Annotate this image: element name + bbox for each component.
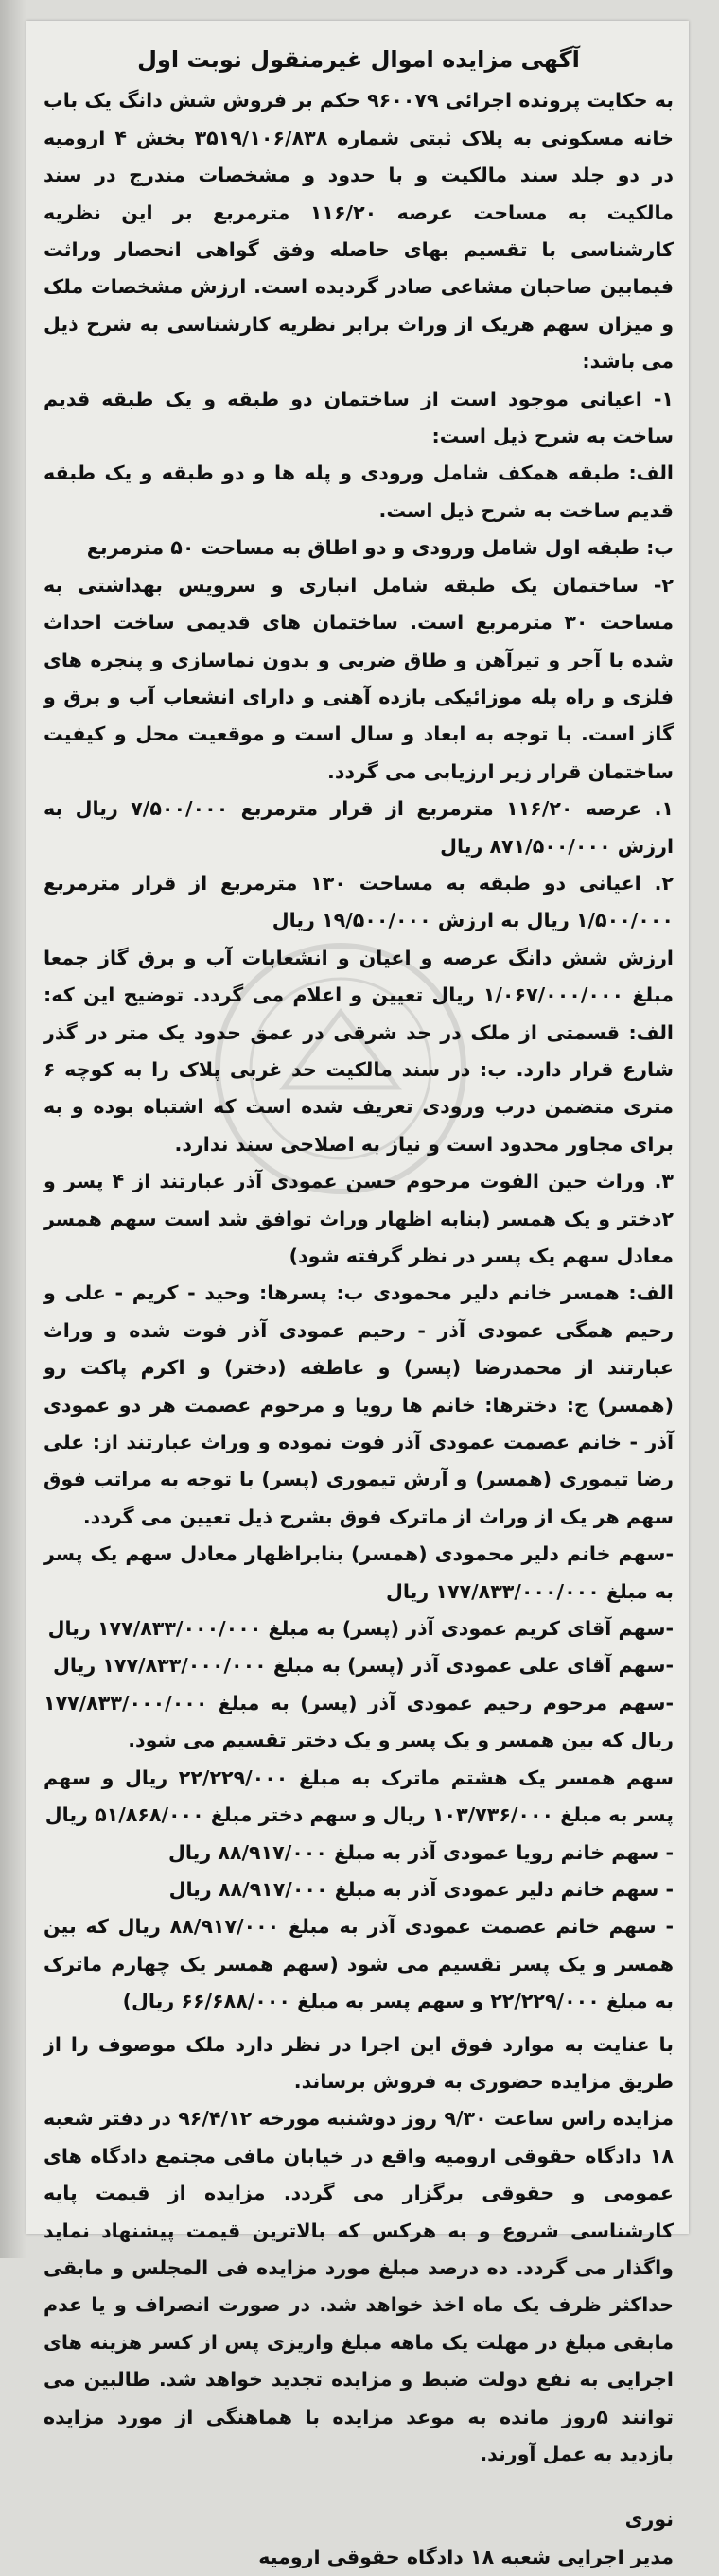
- share-rahim: -سهم مرحوم رحیم عمودی آذر (پسر) به مبلغ ۱۷۷/۸۳۳/۰۰۰/۰۰۰ ریال که بین همسر و یک پسر و یک دختر تقسیم می شود.: [44, 1691, 674, 1752]
- signature-name: نوری: [624, 2508, 674, 2532]
- paragraph-building-value: ۲. اعیانی دو طبقه به مساحت ۱۳۰ مترمربع از قرار مترمربع ۱/۵۰۰/۰۰۰ ریال به ارزش ۱۹/۵۰۰/۰۰۰ ریال: [44, 871, 674, 932]
- share-esmat: - سهم خانم عصمت عمودی آذر به مبلغ ۸۸/۹۱۷/۰۰۰ ریال که بین همسر و یک پسر تقسیم می شود (سهم همسر یک چهارم ماترک به مبلغ ۲۲/۲۲۹/۰۰۰ و سهم پسر به مبلغ ۶۶/۶۸۸/۰۰۰ ریال): [44, 1915, 674, 2013]
- paragraph-intro: به حکایت پرونده اجرائی ۹۶۰۰۷۹ حکم بر فروش شش دانگ یک باب خانه مسکونی به پلاک ثبتی شماره ۳۵۱۹/۱۰۶/۸۳۸ بخش ۴ ارومیه در دو جلد سند مالکیت و با حدود و مشخصات مندرج در سند مالکیت به مساحت عرصه ۱۱۶/۲۰ مترمربع بر این نظریه کارشناسی با تقسیم بهای حاصله وفق گواهی انحصار وراثت فیمابین صاحبان مشاعی صادر گردیده است. ارزش مشخصات ملک و میزان سهم هریک از وراث برابر نظریه کارشناسی به شرح ذیل می باشد:: [44, 89, 675, 374]
- share-dalir: - سهم خانم دلیر عمودی آذر به مبلغ ۸۸/۹۱۷/۰۰۰ ریال: [168, 1877, 674, 1901]
- paragraph-item-1: ۱- اعیانی موجود است از ساختمان دو طبقه و یک طبقه قدیم ساخت به شرح ذیل است:: [44, 387, 674, 448]
- share-spouse: -سهم خانم دلیر محمودی (همسر) بنابراظهار معادل سهم یک پسر به مبلغ ۱۷۷/۸۳۳/۰۰۰/۰۰۰ ریال: [44, 1542, 674, 1603]
- notice-body: [44, 42, 674, 2576]
- share-rahim-heirs: سهم همسر یک هشتم ماترک به مبلغ ۲۲/۲۲۹/۰۰۰ ریال و سهم پسر به مبلغ ۱۰۳/۷۳۶/۰۰۰ ریال و سهم دختر مبلغ ۵۱/۸۶۸/۰۰۰ ریال: [44, 1766, 674, 1827]
- signature-block: [44, 2501, 674, 2576]
- paragraph-auction-intent: با عنایت به موارد فوق این اجرا در نظر دارد ملک موصوف را از طریق مزایده حضوری به فروش برساند.: [44, 2032, 674, 2093]
- paragraph-item-be: ب: طبقه اول شامل ورودی و دو اطاق به مساحت ۵۰ مترمربع: [86, 536, 674, 560]
- paragraph-heirs: ۳. وراث حین الفوت مرحوم حسن عمودی آذر عبارتند از ۴ پسر و ۲دختر و یک همسر (بنابه اظهار وراث توافق شد است سهم همسر معادل سهم یک پسر در نظر گرفته شود): [44, 1170, 674, 1267]
- notice-title: آگهی مزایده اموال غیرمنقول نوبت اول: [137, 46, 580, 73]
- paragraph-item-2: ۲- ساختمان یک طبقه شامل انباری و سرویس بهداشتی به مساحت ۳۰ مترمربع است. ساختمان های قدیمی ساخت احداث شده با آجر و تیرآهن و طاق ضربی و بدون نماسازی و پنجره های فلزی و راه پله موزائیکی بازده آهنی و دارای انشعاب آب و برق و گاز است. با توجه به ابعاد و سال است و موقعیت محل و کیفیت ساختمان قرار زیر ارزیابی می گردد.: [44, 573, 674, 783]
- share-karim: -سهم آقای کریم عمودی آذر (پسر) به مبلغ ۱۷۷/۸۳۳/۰۰۰/۰۰۰ ریال: [47, 1617, 674, 1641]
- share-roya: - سهم خانم رویا عمودی آذر به مبلغ ۸۸/۹۱۷/۰۰۰ ریال: [167, 1840, 674, 1864]
- left-page-shadow: [0, 0, 26, 2258]
- share-ali: -سهم آقای علی عمودی آذر (پسر) به مبلغ ۱۷۷/۸۳۳/۰۰۰/۰۰۰ ریال: [52, 1654, 674, 1678]
- paragraph-item-alef: الف: طبقه همکف شامل ورودی و پله ها و دو طبقه و یک طبقه قدیم ساخت به شرح ذیل است.: [44, 461, 674, 522]
- paragraph-land-value: ۱. عرصه ۱۱۶/۲۰ مترمربع از قرار مترمربع ۷/۵۰۰/۰۰۰ ریال به ارزش ۸۷۱/۵۰۰/۰۰۰ ریال: [44, 797, 674, 858]
- paragraph-auction-terms: مزایده راس ساعت ۹/۳۰ روز دوشنبه مورخه ۹۶/۴/۱۲ در دفتر شعبه ۱۸ دادگاه حقوقی ارومیه واقع در خیابان مافی مجتمع دادگاه های عمومی و حقوقی برگزار می گردد. مزایده از قیمت پایه کارشناسی شروع و به هرکس که بالاترین قیمت پیشنهاد نماید واگذار می گردد. ده درصد مبلغ مورد مزایده فی المجلس و مابقی حداکثر ظرف یک ماه اخذ خواهد شد. در صورت انصراف و یا عدم مابقی مبلغ در مهلت یک ماهه مبلغ واریزی پس از کسر هزینه های اجرایی به نفع دولت ضبط و مزایده تجدید خواهد شد. طالبین می توانند ۵روز مانده به موعد مزایده با هماهنگی از مورد مزایده بازدید به عمل آورند.: [44, 2107, 674, 2465]
- paragraph-total-value: ارزش شش دانگ عرصه و اعیان و انشعابات آب و برق گاز جمعا مبلغ ۱/۰۶۷/۰۰۰/۰۰۰ ریال تعیین و اعلام می گردد. توضیح این که: الف: قسمتی از ملک در حد شرقی در عمق حدود یک متر در گذر شارع قرار دارد. ب: در سند مالکیت حد غربی پلاک را به کوچه ۶ متری متضمن درب ورودی تعریف شده است که اشتباه بوده و به برای مجاور محدود است و نیاز به اصلاحی سند ندارد.: [44, 946, 674, 1156]
- column-border: [710, 0, 711, 2258]
- paragraph-heirs-list: الف: همسر خانم دلیر محمودی ب: پسرها: وحید - کریم - علی و رحیم همگی عمودی آذر - رحیم عمودی آذر فوت شده و وراث عبارتند از محمدرضا (پسر) و عاطفه (دختر) و اکرم پاکت رو (همسر) ج: دخترها: خانم ها رویا و مرحوم عصمت هر دو عمودی آذر - خانم عصمت عمودی آذر فوت نموده و وراث عبارتند از: علی رضا تیموری (همسر) و آرش تیموری (پسر) با توجه به مراتب فوق سهم هر یک از وراث از ماترک فوق بشرح ذیل تعیین می گردد.: [44, 1281, 674, 1528]
- signature-position: مدیر اجرایی شعبه ۱۸ دادگاه حقوقی ارومیه: [258, 2545, 674, 2568]
